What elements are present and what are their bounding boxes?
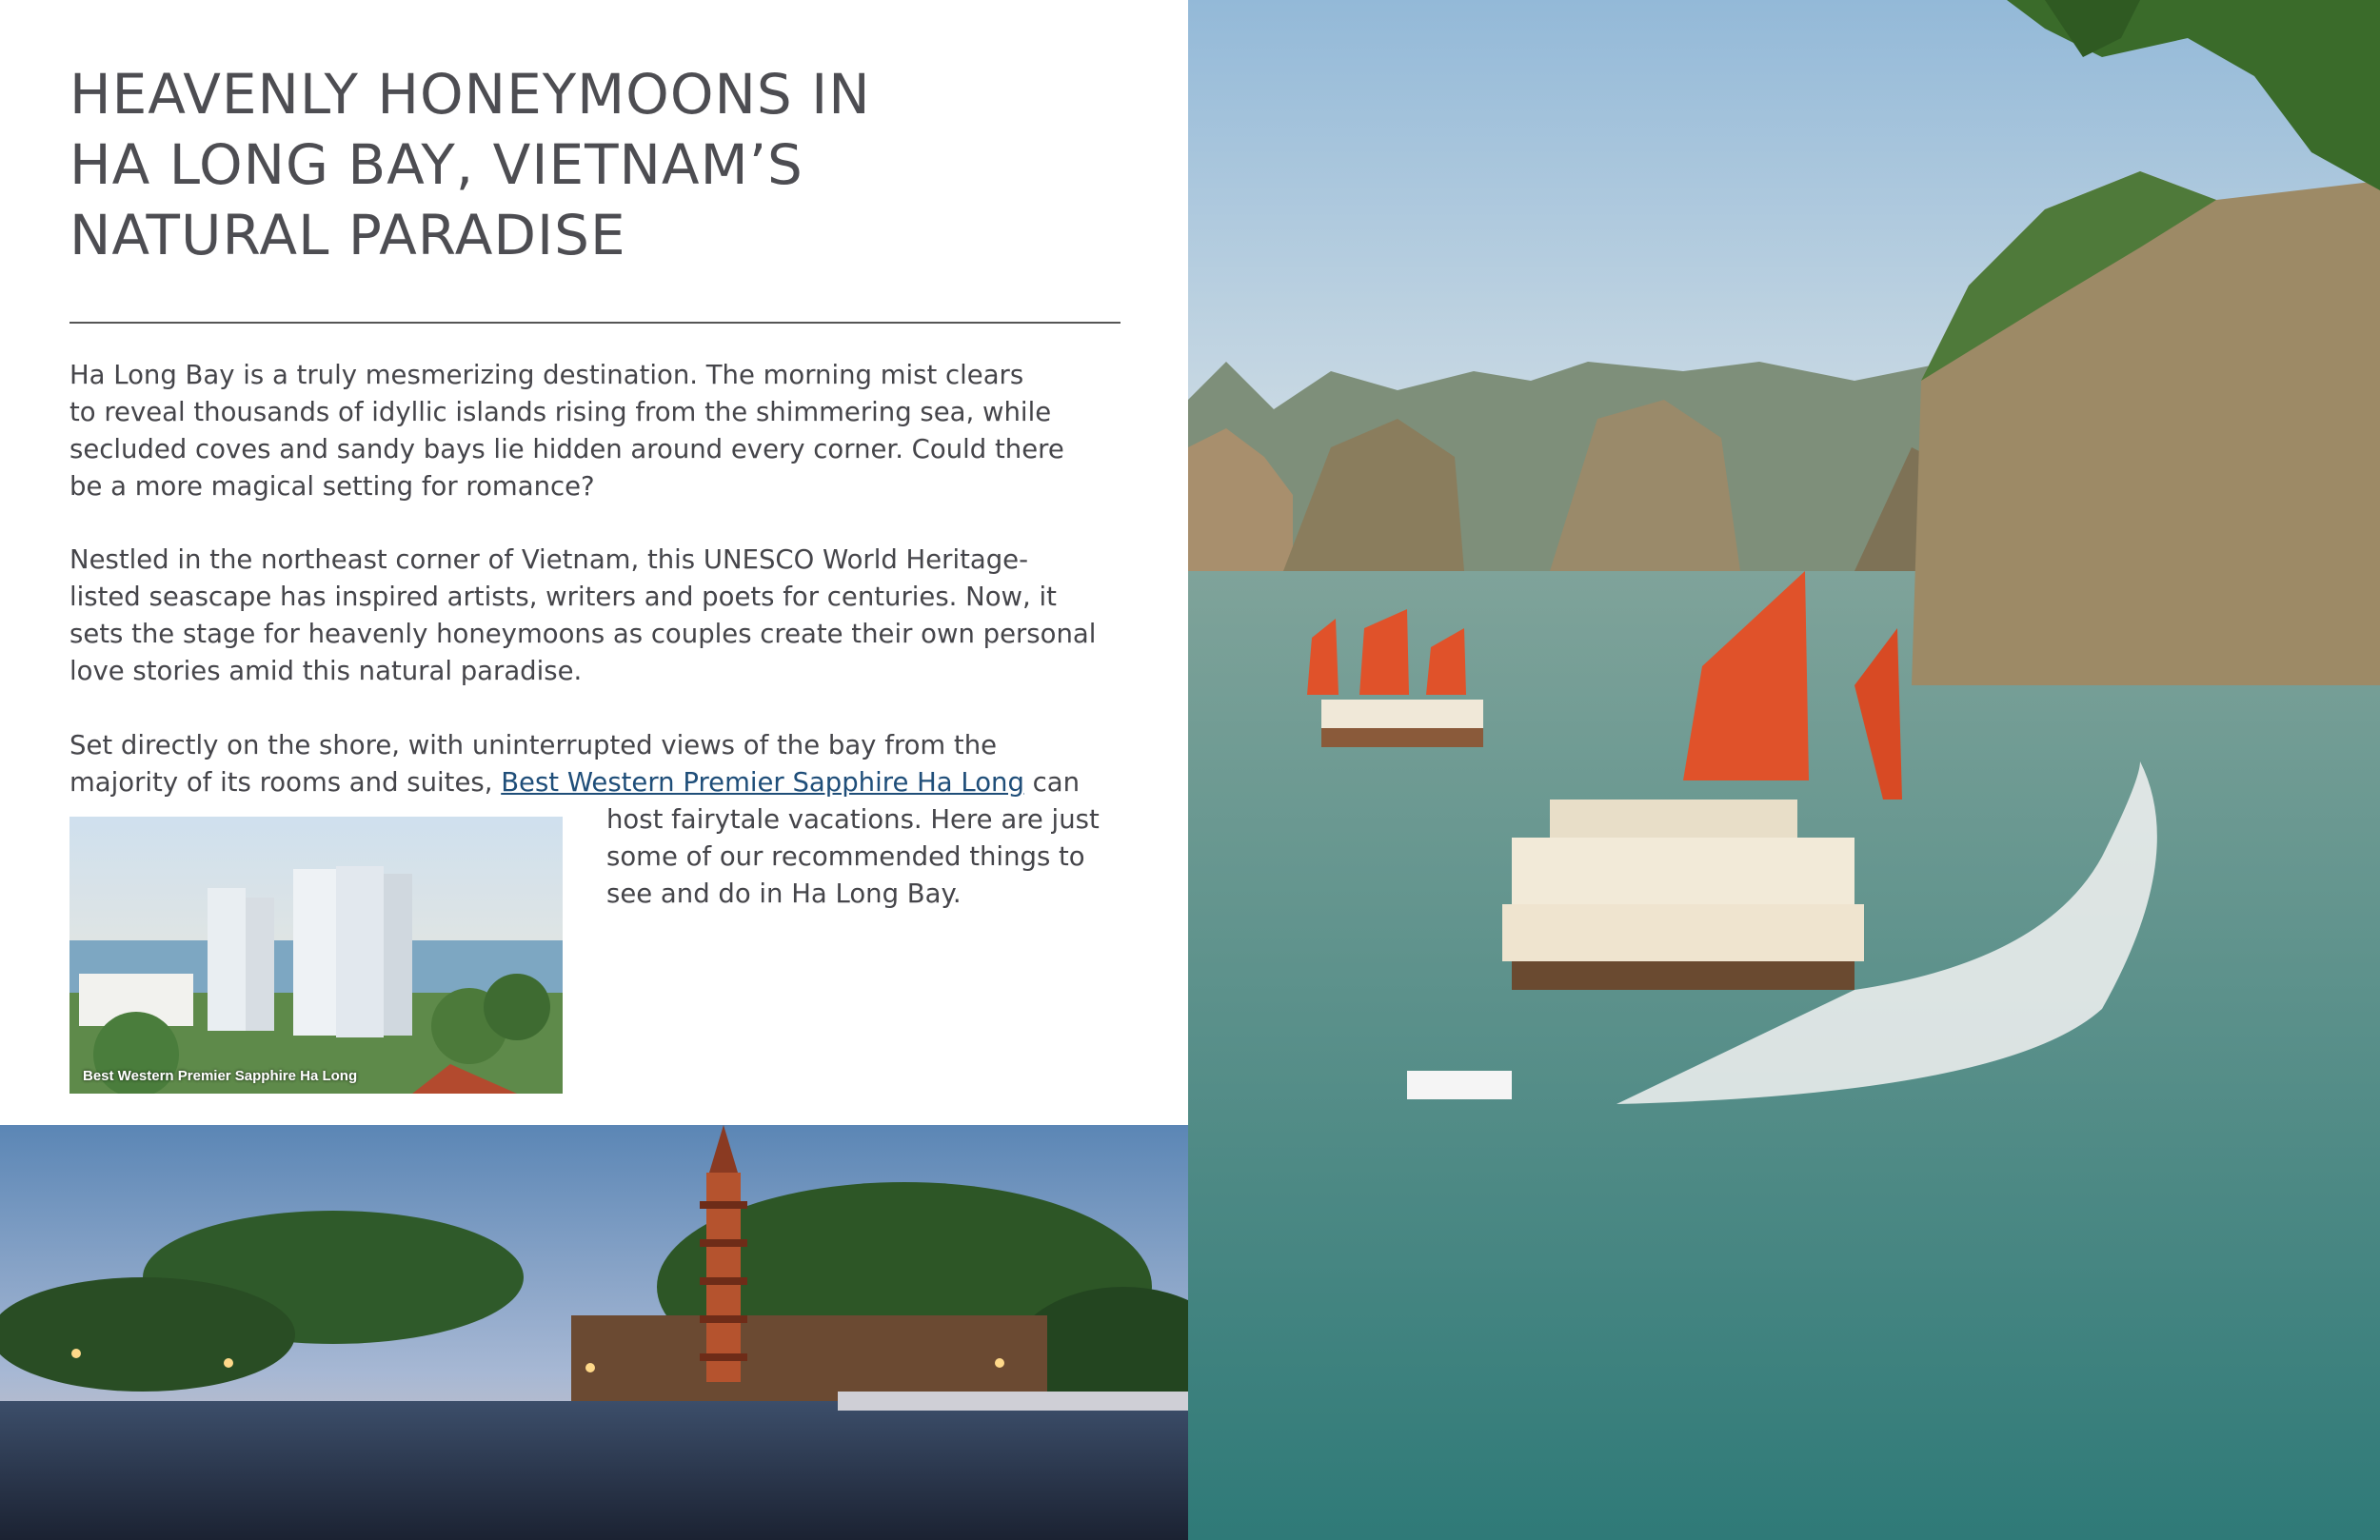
paragraph-intro — [69, 357, 1126, 505]
title-line: HA LONG BAY, VIETNAM’S — [69, 132, 803, 197]
pagoda-photo — [0, 1125, 1188, 1540]
title-divider — [69, 322, 1121, 324]
text-line: Nestled in the northeast corner of Vietnam, this UNESCO World Heritage- — [69, 544, 1029, 575]
paragraph-unesco — [69, 542, 1126, 690]
hotel-link[interactable]: Best Western Premier Sapphire Ha Long — [501, 767, 1024, 798]
text-line: secluded coves and sandy bays lie hidden around every corner. Could there — [69, 434, 1064, 464]
text-line: host fairytale vacations. Here are just — [606, 804, 1100, 835]
bay-illustration — [1188, 0, 2380, 1540]
text-line: to reveal thousands of idyllic islands rising from the shimmering sea, while — [69, 397, 1052, 427]
title-line: HEAVENLY HONEYMOONS IN — [69, 62, 871, 127]
hotel-illustration — [69, 817, 563, 1094]
article-title — [69, 59, 1117, 270]
paragraph-hotel — [69, 727, 1126, 801]
text-line: listed seascape has inspired artists, writers and poets for centuries. Now, it — [69, 582, 1057, 612]
text-line: Set directly on the shore, with uninterrupted views of the bay from the — [69, 730, 998, 760]
text-line: love stories amid this natural paradise. — [69, 656, 583, 686]
text-line: Ha Long Bay is a truly mesmerizing destination. The morning mist clears — [69, 360, 1024, 390]
ha-long-bay-photo — [1188, 0, 2380, 1540]
text-line: be a more magical setting for romance? — [69, 471, 595, 502]
paragraph-hotel-continued — [606, 801, 1140, 913]
pagoda-illustration — [0, 1125, 1188, 1540]
text-line: some of our recommended things to — [606, 841, 1085, 872]
text-line: can — [1023, 767, 1081, 798]
text-line: majority of its rooms and suites, — [69, 767, 502, 798]
title-line: NATURAL PARADISE — [69, 203, 626, 267]
text-line: see and do in Ha Long Bay. — [606, 879, 962, 909]
text-line: sets the stage for heavenly honeymoons as couples create their own personal — [69, 619, 1097, 649]
hotel-caption: Best Western Premier Sapphire Ha Long — [83, 1068, 358, 1084]
hotel-photo — [69, 817, 563, 1094]
article-column — [0, 0, 1188, 1125]
